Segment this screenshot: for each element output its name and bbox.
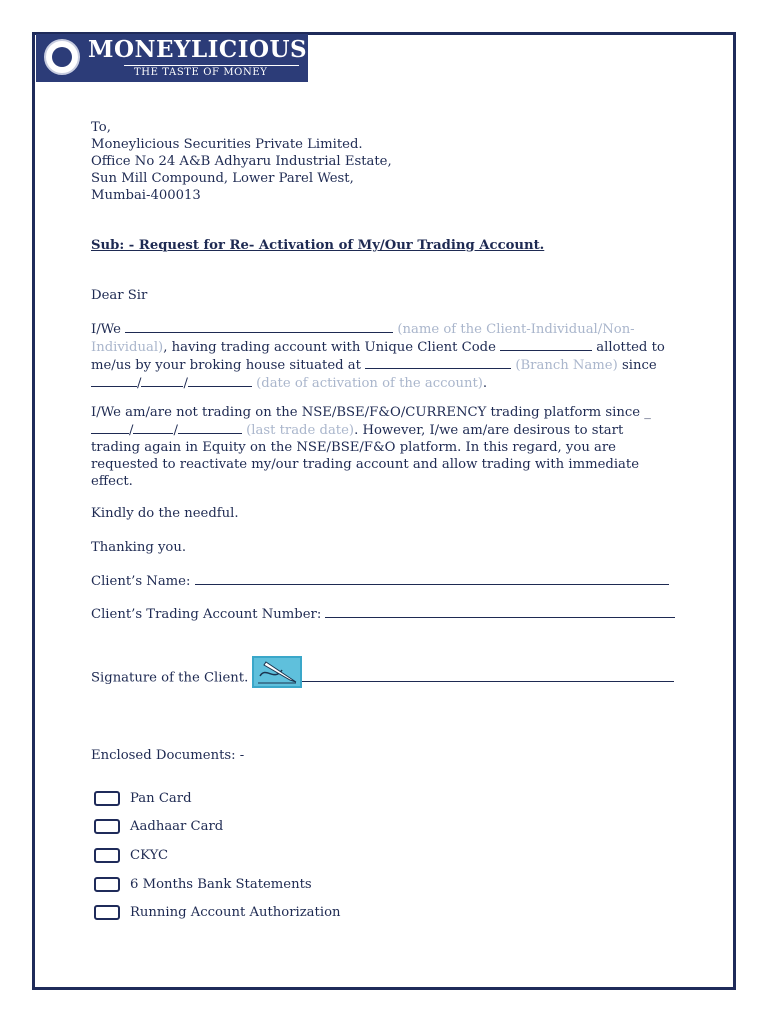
account-number-row bbox=[91, 605, 675, 623]
address-line: Mumbai-400013 bbox=[91, 188, 201, 203]
thanks-line: Thanking you. bbox=[91, 540, 187, 555]
client-name-label: Client’s Name: bbox=[91, 574, 191, 589]
branch-hint: (Branch Name) bbox=[515, 358, 618, 373]
ucc-text: , having trading account with Unique Client Code bbox=[163, 340, 496, 355]
activation-day-blank[interactable] bbox=[91, 374, 137, 387]
signature-row bbox=[91, 662, 674, 694]
activation-month-blank[interactable] bbox=[141, 374, 183, 387]
aadhaar-card-checkbox[interactable] bbox=[94, 819, 120, 834]
paragraph-activation: I/We (name of the Client-Individual/Non-Individual), having trading account with Unique Client Code allotted to me/us by your broking house situated at (Branch Name) since / / (date of activation of the account). bbox=[91, 322, 665, 391]
activation-year-blank[interactable] bbox=[188, 374, 252, 387]
salutation: Dear Sir bbox=[91, 288, 148, 303]
aadhaar-card-label: Aadhaar Card bbox=[130, 819, 224, 834]
last-trade-year-blank[interactable] bbox=[178, 421, 242, 434]
reactivate-text: . However, I/we am/are desirous to start trading again in Equity on the NSE/BSE/F&O platform. In this regard, you are requested to reactivate my/our trading account and allow trading with immediate effect. bbox=[91, 423, 640, 489]
brand-divider bbox=[124, 65, 299, 66]
iwe-label: I/We bbox=[91, 322, 121, 337]
signature-pen-icon bbox=[252, 656, 302, 688]
client-name-field[interactable] bbox=[195, 572, 669, 585]
paragraph-reactivation: I/We am/are not trading on the NSE/BSE/F&O/CURRENCY trading platform since _ / / (last trade date). However, I/we am/are desirous to start trading again in Equity on the NSE/BSE/F&O platform. In this regard, you are requested to reactivate my/our trading account and allow trading with immediate effect. bbox=[91, 405, 651, 489]
not-trading-text: I/We am/are not trading on the NSE/BSE/F&O/CURRENCY trading platform since _ bbox=[91, 405, 651, 420]
ucc-blank[interactable] bbox=[500, 338, 592, 351]
signature-label: Signature of the Client. bbox=[91, 670, 249, 686]
address-line: Office No 24 A&B Adhyaru Industrial Estate, bbox=[91, 154, 392, 169]
last-trade-day-blank[interactable] bbox=[91, 421, 129, 434]
last-trade-hint: (last trade date) bbox=[246, 423, 355, 438]
brand-emblem-icon bbox=[44, 39, 80, 75]
running-account-checkbox[interactable] bbox=[94, 905, 120, 920]
ckyc-label: CKYC bbox=[130, 848, 169, 863]
activation-date-hint: (date of activation of the account) bbox=[256, 376, 483, 391]
account-number-label: Client’s Trading Account Number: bbox=[91, 607, 322, 622]
branch-blank[interactable] bbox=[365, 356, 511, 369]
pan-card-checkbox[interactable] bbox=[94, 791, 120, 806]
signature-field[interactable] bbox=[302, 669, 674, 682]
running-account-label: Running Account Authorization bbox=[130, 905, 341, 920]
address-line: Moneylicious Securities Private Limited. bbox=[91, 137, 363, 152]
pan-card-label: Pan Card bbox=[130, 791, 192, 806]
brand-name: MONEYLICIOUS bbox=[88, 36, 308, 63]
period: . bbox=[482, 376, 488, 391]
enclosed-title: Enclosed Documents: - bbox=[91, 748, 245, 763]
client-name-row bbox=[91, 572, 669, 590]
ckyc-checkbox[interactable] bbox=[94, 848, 120, 863]
moneylicious-logo bbox=[36, 34, 308, 82]
since-text: since bbox=[621, 358, 657, 373]
bank-statements-checkbox[interactable] bbox=[94, 877, 120, 892]
allotted-text: allotted to me/us by your broking house situated at bbox=[91, 340, 665, 373]
account-number-field[interactable] bbox=[325, 605, 675, 618]
client-name-hint: (name of the Client-Individual/Non-Individual) bbox=[91, 322, 635, 355]
brand-tagline: THE TASTE OF MONEY bbox=[134, 67, 268, 78]
client-name-blank[interactable] bbox=[125, 320, 393, 333]
last-trade-month-blank[interactable] bbox=[133, 421, 173, 434]
kindly-line: Kindly do the needful. bbox=[91, 506, 239, 521]
subject-line: Sub: - Request for Re- Activation of My/Our Trading Account. bbox=[91, 238, 545, 253]
bank-statements-label: 6 Months Bank Statements bbox=[130, 877, 312, 892]
address-to: To, bbox=[91, 120, 111, 135]
address-line: Sun Mill Compound, Lower Parel West, bbox=[91, 171, 354, 186]
